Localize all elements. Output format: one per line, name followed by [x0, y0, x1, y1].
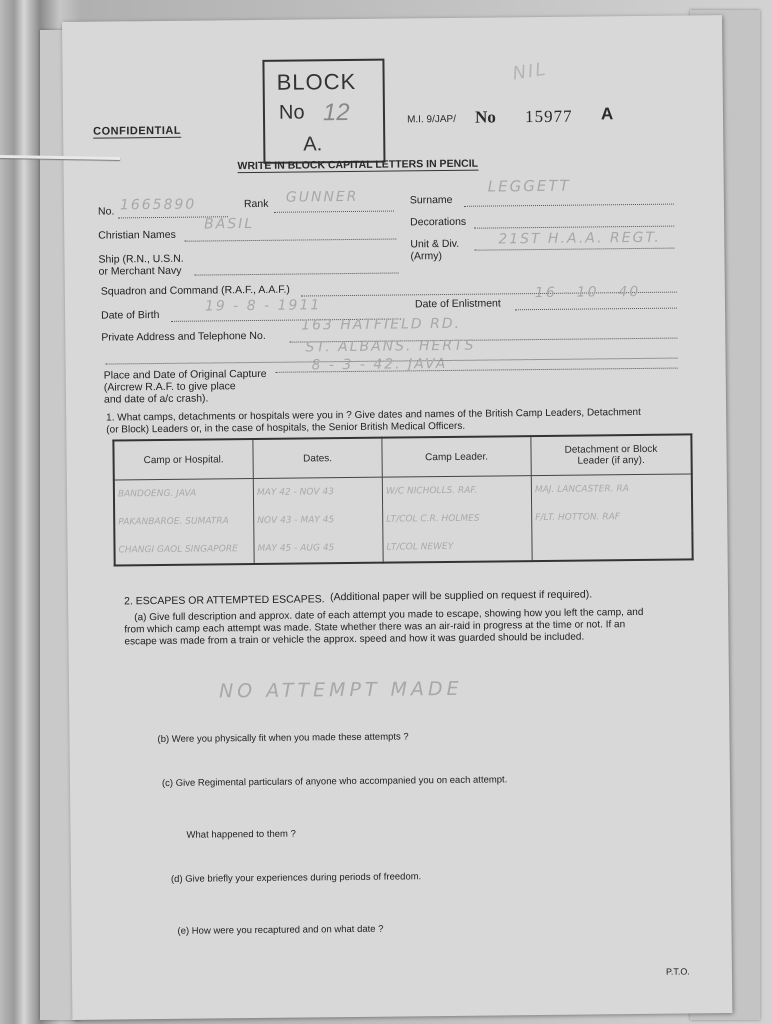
ship-line: [195, 272, 399, 275]
confidential-label: CONFIDENTIAL: [93, 124, 182, 138]
enlistment-label: Date of Enlistment: [414, 297, 501, 311]
question-c: (c) Give Regimental particulars of anyone who accompanied you on each attempt.: [161, 774, 508, 789]
col-leader: Camp Leader.: [382, 436, 531, 477]
camps-question-1: 1. What camps, detachments or hospitals were you in ? Give dates and names of the British Camp Leaders, Detachment: [106, 406, 641, 424]
question-a-line2: from which camp each attempt was made. State whether there was an air-raid in progress at the time or not. If an: [124, 619, 626, 636]
enlistment-value: 16 - 10 - 40: [534, 283, 641, 302]
serial-number: 15977: [524, 106, 573, 127]
pto-label: P.T.O.: [665, 966, 690, 977]
unit-label-2: (Army): [410, 250, 443, 263]
document-sheet: [62, 15, 732, 1020]
rank-label: Rank: [243, 197, 269, 211]
serial-no-label: No: [474, 107, 496, 127]
squadron-label: Squadron and Command (R.A.F., A.A.F.): [100, 283, 290, 298]
surname-value: LEGGETT: [487, 176, 571, 196]
camps-question-2: (or Block) Leaders or, in the case of hospitals, the Senior British Medical Officers.: [106, 420, 466, 436]
row3-dates: MAY 45 - AUG 45: [254, 534, 383, 564]
col-camp: Camp or Hospital.: [113, 439, 253, 480]
rank-line: [274, 211, 394, 213]
ship-label-2: or Merchant Navy: [98, 264, 182, 278]
unit-value: 21ST H.A.A. REGT.: [498, 229, 661, 248]
row3-detachment: [532, 530, 693, 561]
row3-leader: LT/COL NEWEY: [383, 532, 532, 563]
ship-label: Ship (R.N., U.S.N.: [98, 252, 184, 266]
capture-label-2: (Aircrew R.A.F. to give place: [103, 380, 236, 394]
escapes-note: (Additional paper will be supplied on request if required).: [329, 588, 593, 604]
row1-dates: MAY 42 - NOV 43: [253, 477, 382, 507]
col-detachment-line2: Leader (if any).: [577, 454, 645, 467]
no-label: No.: [97, 205, 115, 218]
question-d: (d) Give briefly your experiences during periods of freedom.: [170, 871, 422, 885]
row1-leader: W/C NICHOLLS. RAF.: [382, 476, 531, 506]
camps-table: [112, 433, 693, 566]
question-a-line3: escape was made from a train or vehicle the approx. speed and how it was guarded should be included.: [124, 631, 585, 648]
surname-line: [464, 204, 674, 207]
capture-label-1: Place and Date of Original Capture: [103, 367, 267, 382]
block-stamp: [262, 59, 385, 164]
block-no-value: 12: [322, 98, 350, 127]
question-e: (e) How were you recaptured and on what date ?: [177, 923, 384, 937]
col-detachment-line1: Detachment or Block: [564, 443, 658, 456]
question-a-answer: NO ATTEMPT MADE: [218, 677, 463, 703]
question-b: (b) Were you physically fit when you made these attempts ?: [157, 731, 409, 746]
col-dates: Dates.: [253, 438, 382, 479]
block-letter: A.: [303, 133, 323, 156]
question-a-line1: (a) Give full description and approx. date of each attempt you made to escape, showing how you left the camp, and: [134, 606, 644, 624]
margin-note: NIL: [511, 58, 549, 85]
christian-line: [184, 239, 396, 242]
question-c2: What happened to them ?: [186, 828, 296, 841]
address-value-1: 163 HATFIELD RD.: [301, 315, 462, 334]
pencil-instruction: WRITE IN BLOCK CAPITAL LETTERS IN PENCIL: [237, 157, 479, 173]
table-row: [114, 530, 692, 565]
unit-label: Unit & Div.: [410, 237, 460, 251]
block-title: BLOCK: [276, 68, 357, 95]
capture-value: 8 - 3 - 42. JAVA: [311, 355, 448, 374]
camps-table-header: [113, 434, 691, 480]
enlistment-line: [515, 308, 677, 311]
christian-names-value: BASIL: [204, 215, 255, 233]
christian-names-label: Christian Names: [98, 228, 176, 242]
escapes-title: 2. ESCAPES OR ATTEMPTED ESCAPES.: [124, 593, 325, 608]
dob-label: Date of Birth: [101, 308, 160, 322]
block-no-label: No: [278, 101, 305, 124]
no-value: 1665890: [119, 196, 197, 214]
decorations-line: [474, 226, 674, 229]
serial-suffix: A: [600, 104, 614, 124]
row2-camp: PAKANBAROE. SUMATRA: [114, 507, 254, 536]
capture-label-3: and date of a/c crash).: [103, 392, 209, 406]
form-reference: M.I. 9/JAP/: [406, 113, 457, 126]
dob-value: 19 - 8 - 1911: [204, 297, 322, 315]
unit-line: [474, 248, 674, 251]
row2-leader: LT/COL C.R. HOLMES: [383, 504, 532, 534]
address-value-2: ST. ALBANS. HERTS: [305, 337, 476, 356]
row1-camp: BANDOENG. JAVA: [114, 479, 254, 509]
surname-label: Surname: [409, 193, 453, 207]
decorations-label: Decorations: [410, 215, 467, 229]
col-detachment: [531, 434, 692, 475]
rank-value: GUNNER: [285, 188, 359, 206]
row3-camp: CHANGI GAOL SINGAPORE: [114, 535, 254, 565]
row1-detachment: MAJ. LANCASTER. RA: [531, 474, 692, 504]
address-label: Private Address and Telephone No.: [101, 329, 266, 344]
row2-dates: NOV 43 - MAY 45: [254, 506, 383, 535]
row2-detachment: F/LT. HOTTON. RAF: [532, 502, 693, 532]
